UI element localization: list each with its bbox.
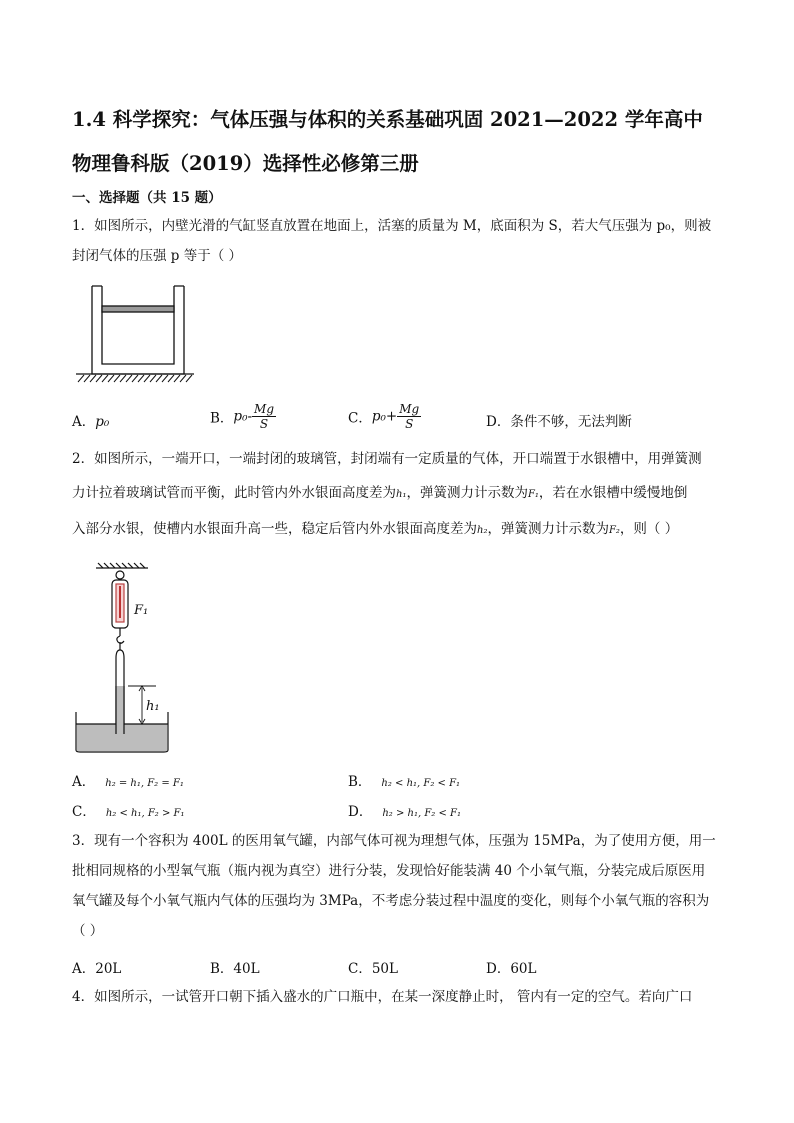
q1-option-c-fraction [397, 402, 421, 431]
q2-option-c-label: C． [72, 804, 96, 820]
q3-option-c: C．50L [348, 961, 398, 977]
q2-f2-symbol: F₂ [608, 525, 620, 536]
q2-h2-symbol: h₂ [477, 525, 488, 536]
q2-option-c [72, 800, 184, 820]
q1-cylinder-figure [72, 284, 196, 386]
q2-line-3-part-c: ，则（ ） [619, 521, 679, 537]
q2-option-d-label: D． [348, 804, 373, 820]
fraction-numerator: Mg [254, 402, 275, 416]
q2-line-3-part-b: ，弹簧测力计示数为 [487, 521, 609, 537]
q2-option-a-expr: h₂ = h₁, F₂ = F₁ [105, 778, 184, 789]
q4-line-1: 4．如图所示，一试管开口朝下插入盛水的广口瓶中，在某一深度静止时， 管内有一定的空气。若向广口 [72, 989, 693, 1005]
q3-line-2: 批相同规格的小型氧气瓶（瓶内视为真空）进行分装，发现恰好能装满 40 个小氧气瓶，分装完成后原医用 [72, 863, 706, 879]
q3-option-d: D．60L [486, 961, 537, 977]
q1-option-a [72, 410, 109, 430]
title-line-2: 物理鲁科版（2019）选择性必修第三册 [72, 152, 419, 175]
q2-option-b-expr: h₂ < h₁, F₂ < F₁ [381, 778, 461, 789]
q2-option-b-label: B． [348, 774, 372, 790]
q1-option-a-label: A． [72, 414, 96, 430]
q3-option-a: A．20L [72, 961, 122, 977]
q3-line-1: 3．现有一个容积为 400L 的医用氧气罐，内部气体可视为理想气体，压强为 15MPa，为了使用方便，用一 [72, 833, 716, 849]
q2-figure-h1-label: h₁ [146, 699, 160, 714]
q2-option-a [72, 770, 184, 790]
question-2-stem [72, 442, 722, 548]
q3-line-4: （ ） [72, 923, 104, 939]
question-4-stem [72, 982, 722, 1012]
q2-line-2 [72, 476, 722, 512]
q1-option-d: D．条件不够，无法判断 [486, 414, 632, 430]
fraction-denominator: S [259, 417, 269, 431]
question-3-stem [72, 826, 722, 946]
q1-option-a-text: p₀ [95, 414, 110, 430]
fraction-denominator: S [405, 417, 414, 431]
title-line-1: 1.4 科学探究：气体压强与体积的关系基础巩固 2021—2022 学年高中 [72, 108, 703, 131]
q1-option-b-label: B． [210, 410, 234, 427]
q2-line-2-part-c: ，若在水银槽中缓慢地倒 [538, 485, 688, 501]
q1-option-c-label: C． [348, 410, 372, 427]
q2-option-d [348, 800, 461, 820]
q1-option-b-prefix: p₀- [233, 408, 253, 425]
q2-figure-f1-label: F₁ [134, 603, 149, 618]
section-heading: 一、选择题（共 15 题） [72, 190, 222, 206]
q1-option-c [348, 402, 421, 431]
q2-spring-scale-figure [72, 562, 182, 754]
document-title [72, 98, 732, 186]
q2-line-2-part-a: 力计拉着玻璃试管而平衡，此时管内外水银面高度差为 [72, 485, 396, 501]
q3-option-b: B．40L [210, 961, 260, 977]
q3-line-3: 氧气罐及每个小氧气瓶内气体的压强均为 3MPa，不考虑分装过程中温度的变化，则每个小氧气瓶的容积为 [72, 893, 710, 909]
q2-h1-symbol: h₁ [396, 489, 407, 500]
q1-line-2: 封闭气体的压强 p 等于（ ） [72, 248, 243, 264]
q2-option-a-label: A． [72, 774, 96, 790]
fraction-numerator: Mg [399, 402, 420, 416]
q1-line-1: 1．如图所示，内壁光滑的气缸竖直放置在地面上，活塞的质量为 M，底面积为 S，若大气压强为 p₀，则被 [72, 218, 712, 234]
q1-option-c-prefix: p₀+ [371, 408, 398, 425]
question-1-stem [72, 211, 722, 271]
q2-option-c-expr: h₂ < h₁, F₂ > F₁ [105, 808, 185, 819]
q2-f1-symbol: F₁ [527, 489, 539, 500]
q2-line-1: 2．如图所示，一端开口，一端封闭的玻璃管，封闭端有一定质量的气体，开口端置于水银槽中，用弹簧测 [72, 451, 702, 467]
q2-option-d-expr: h₂ > h₁, F₂ < F₁ [382, 808, 461, 819]
q2-option-b [348, 770, 460, 790]
q1-option-b-fraction [252, 402, 276, 431]
q1-option-b [210, 402, 276, 431]
q2-line-2-part-b: ，弹簧测力计示数为 [406, 485, 528, 501]
q2-line-3-part-a: 入部分水银，使槽内水银面升高一些，稳定后管内外水银面高度差为 [72, 521, 477, 537]
q2-line-3 [72, 512, 722, 548]
